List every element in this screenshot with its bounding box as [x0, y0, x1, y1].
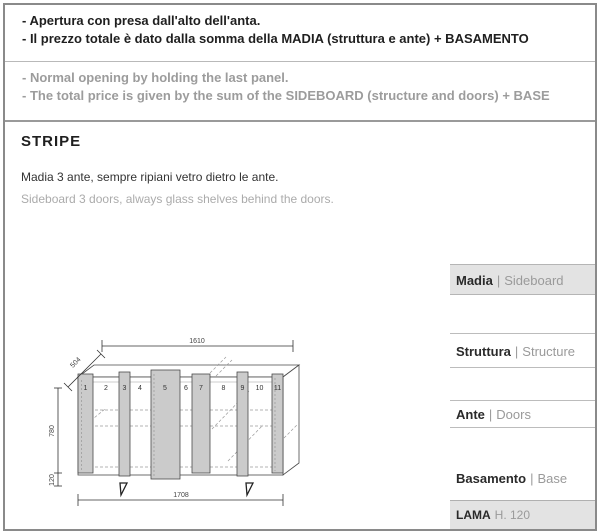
base-variant-name: LAMA	[456, 508, 491, 522]
note-it-line2: - Il prezzo totale è dato dalla somma della MADIA (struttura e ante) + BASAMENTO	[22, 31, 529, 46]
price-row-basamento	[450, 466, 595, 492]
cabinet-top-face	[78, 365, 299, 377]
dim-label-depth: 504	[69, 356, 83, 370]
pipe-separator: |	[530, 471, 534, 486]
panel-number: 3	[122, 385, 127, 392]
price-row-madia-label-it: Madia	[456, 273, 493, 288]
dim-label-base-height: 120	[49, 474, 56, 486]
note-en-line1: - Normal opening by holding the last panel.	[22, 70, 289, 85]
pipe-separator: |	[514, 344, 519, 359]
pipe-separator: |	[488, 407, 493, 422]
dim-label-body-height: 780	[49, 425, 56, 437]
panel-number: 8	[221, 385, 226, 392]
divider-top	[5, 61, 595, 62]
price-row-struttura	[450, 333, 595, 368]
panel-number: 5	[163, 385, 167, 392]
panel-number: 6	[184, 385, 188, 392]
price-row-basamento-label-it: Basamento	[456, 471, 527, 486]
product-description-en: Sideboard 3 doors, always glass shelves behind the doors.	[21, 192, 334, 206]
panel-number: 7	[199, 385, 203, 392]
panel-number: 9	[240, 385, 245, 392]
foot-right	[246, 483, 253, 495]
price-row-ante-label-it: Ante	[456, 407, 485, 422]
price-row-struttura-label-en: Structure	[522, 344, 576, 359]
panel-number: 1	[83, 385, 88, 392]
base-variant-row	[450, 500, 595, 529]
panel-number: 2	[104, 385, 108, 392]
note-it-line1: - Apertura con presa dall'alto dell'anta.	[22, 13, 261, 28]
panel-number: 10	[255, 385, 264, 392]
price-row-madia-label-en: Sideboard	[504, 273, 564, 288]
note-en-line2: - The total price is given by the sum of the SIDEBOARD (structure and doors) + BASE	[22, 88, 550, 103]
price-row-ante	[450, 400, 595, 428]
price-row-ante-label-en: Doors	[496, 407, 531, 422]
price-row-madia	[450, 264, 595, 295]
cabinet-right-face	[283, 365, 299, 475]
catalog-page	[3, 3, 597, 531]
cabinet-body	[78, 365, 299, 475]
divider-header	[5, 120, 595, 122]
price-row-struttura-label-it: Struttura	[456, 344, 511, 359]
base-variant-height: H. 120	[494, 508, 531, 522]
price-row-basamento-label-en: Base	[537, 471, 568, 486]
technical-drawing	[35, 330, 315, 525]
dim-label-total-width: 1708	[173, 492, 189, 499]
panel-number: 4	[138, 385, 142, 392]
pipe-separator: |	[496, 273, 501, 288]
dim-label-top-width: 1610	[189, 338, 205, 345]
product-description-it: Madia 3 ante, sempre ripiani vetro dietro le ante.	[21, 170, 279, 184]
product-title: STRIPE	[21, 133, 82, 150]
foot-left	[120, 483, 127, 495]
panel-number: 11	[273, 385, 282, 392]
